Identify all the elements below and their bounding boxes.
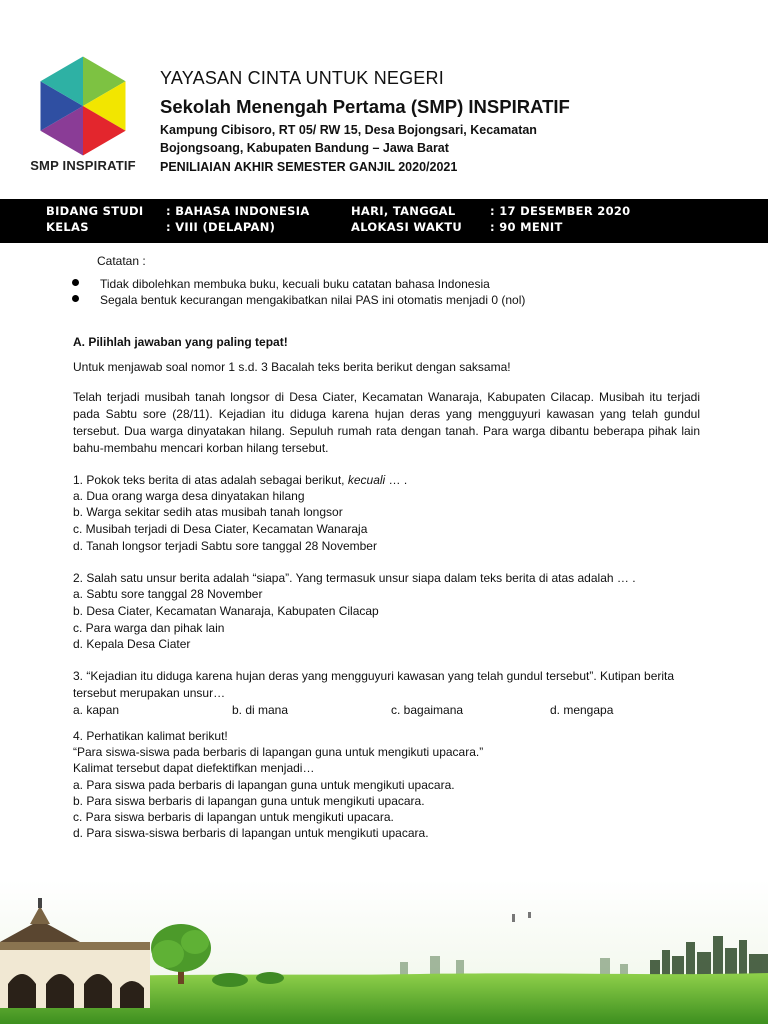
option-1b: b. Warga sekitar sedih atas musibah tanah longsor	[73, 505, 343, 519]
option-1a: a. Dua orang warga desa dinyatakan hilang	[73, 489, 305, 503]
note-item: Tidak dibolehkan membuka buku, kecuali buku catatan bahasa Indonesia	[100, 277, 490, 291]
bullet-icon	[72, 279, 79, 286]
logo-text: SMP INSPIRATIF	[30, 158, 136, 173]
address-line-2: Bojongsoang, Kabupaten Bandung – Jawa Barat	[160, 141, 449, 155]
date-label: HARI, TANGGAL	[351, 204, 456, 218]
question-stem-end: … .	[388, 473, 408, 487]
notes-title: Catatan :	[97, 254, 146, 268]
question-stem-italic: kecuali	[347, 473, 386, 487]
class-label: KELAS	[46, 220, 89, 234]
option-4a: a. Para siswa pada berbaris di lapangan guna untuk mengikuti upacara.	[73, 778, 455, 792]
reading-instruction: Untuk menjawab soal nomor 1 s.d. 3 Bacalah teks berita berikut dengan saksama!	[73, 360, 511, 374]
exam-title: PENILIAIAN AKHIR SEMESTER GANJIL 2020/2021	[160, 160, 458, 174]
footer-landscape-illustration	[0, 880, 768, 1024]
option-2a: a. Sabtu sore tanggal 28 November	[73, 587, 263, 601]
question-4-quote: “Para siswa-siswa pada berbaris di lapangan guna untuk mengikuti upacara.”	[73, 745, 484, 759]
option-1c: c. Musibah terjadi di Desa Ciater, Kecamatan Wanaraja	[73, 522, 368, 536]
subject-value: : BAHASA INDONESIA	[166, 204, 310, 218]
bullet-icon	[72, 295, 79, 302]
section-heading: A. Pilihlah jawaban yang paling tepat!	[73, 335, 288, 349]
news-passage: Telah terjadi musibah tanah longsor di Desa Ciater, Kecamatan Wanaraja, Kabupaten Cilacap. Musibah itu terjadi pada Sabtu sore (28/11). Kejadian itu diduga karena hujan deras yang mengguyuri kawasan yang telah gundul tersebut. Dua warga dinyatakan hilang. Sepuluh rumah rata dengan tanah. Para warga dibantu beberapa pihak lain bahu-membahu mencari korban hilang tersebut.	[73, 390, 700, 455]
option-4b: b. Para siswa berbaris di lapangan guna untuk mengikuti upacara.	[73, 794, 425, 808]
option-2b: b. Desa Ciater, Kecamatan Wanaraja, Kabupaten Cilacap	[73, 604, 379, 618]
date-value: : 17 DESEMBER 2020	[490, 204, 631, 218]
option-4c: c. Para siswa berbaris di lapangan untuk mengikuti upacara.	[73, 810, 394, 824]
subject-label: BIDANG STUDI	[46, 204, 144, 218]
question-4-stem: 4. Perhatikan kalimat berikut!	[73, 729, 228, 743]
school-logo	[22, 56, 144, 176]
option-3c: c. bagaimana	[391, 703, 464, 717]
address-line-1: Kampung Cibisoro, RT 05/ RW 15, Desa Bojongsari, Kecamatan	[160, 123, 537, 137]
question-3-stem: 3. “Kejadian itu diduga karena hujan deras yang mengguyuri kawasan yang telah gundul tersebut”. Kutipan berita tersebut merupakan unsur…	[73, 669, 675, 700]
time-value: : 90 MENIT	[490, 220, 563, 234]
question-1-stem	[73, 472, 407, 488]
exam-info-bar	[0, 199, 768, 243]
foundation-name: YAYASAN CINTA UNTUK NEGERI	[160, 68, 444, 88]
option-2c: c. Para warga dan pihak lain	[73, 621, 225, 635]
question-stem-text: 1. Pokok teks berita di atas adalah sebagai berikut,	[73, 473, 345, 487]
question-2-stem: 2. Salah satu unsur berita adalah “siapa”. Yang termasuk unsur siapa dalam teks berita di atas adalah … .	[73, 571, 636, 585]
option-4d: d. Para siswa-siswa berbaris di lapangan untuk mengikuti upacara.	[73, 826, 429, 840]
school-name: Sekolah Menengah Pertama (SMP) INSPIRATIF	[160, 96, 570, 117]
question-4-prompt: Kalimat tersebut dapat diefektifkan menjadi…	[73, 761, 315, 775]
class-value: : VIII (DELAPAN)	[166, 220, 276, 234]
note-item: Segala bentuk kecurangan mengakibatkan nilai PAS ini otomatis menjadi 0 (nol)	[100, 293, 526, 307]
option-1d: d. Tanah longsor terjadi Sabtu sore tanggal 28 November	[73, 539, 377, 553]
school-address	[160, 121, 560, 157]
time-label: ALOKASI WAKTU	[351, 220, 463, 234]
option-3a: a. kapan	[73, 703, 120, 717]
option-2d: d. Kepala Desa Ciater	[73, 637, 191, 651]
option-3b: b. di mana	[232, 703, 289, 717]
option-3d: d. mengapa	[550, 703, 614, 717]
logo-hexagon-icon	[34, 56, 132, 156]
